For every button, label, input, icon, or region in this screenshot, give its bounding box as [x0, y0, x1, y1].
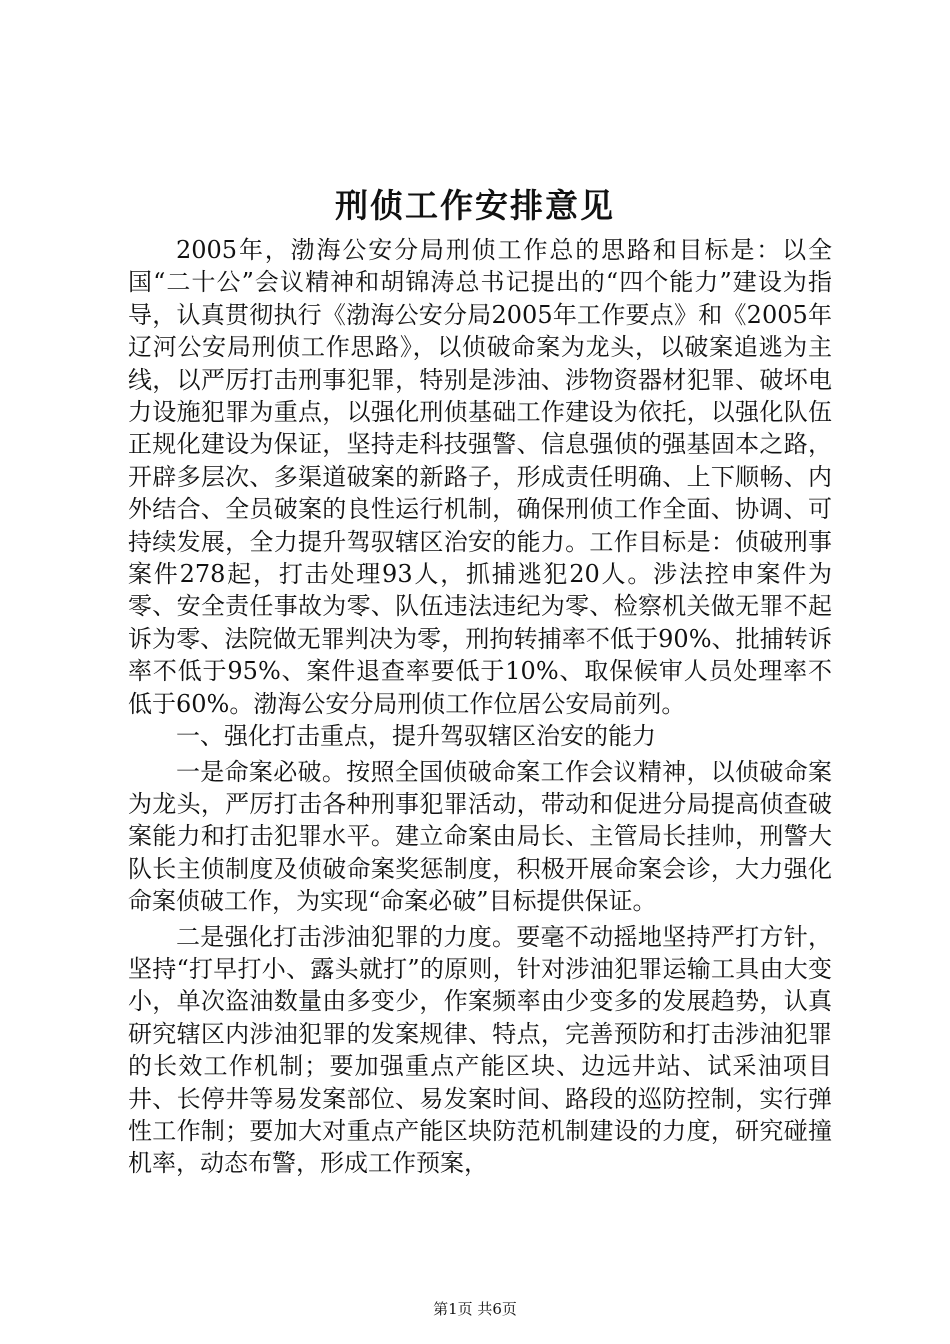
document-title: 刑侦工作安排意见 [335, 186, 615, 225]
section-heading: 一、强化打击重点，提升驾驭辖区治安的能力 [176, 722, 656, 751]
paragraph-oil-crime: 二是强化打击涉油犯罪的力度。要毫不动摇地坚持严打方针，坚持“打早打小、露头就打”的原则，针对涉油犯罪运输工具由大变小，单次盗油数量由多变少，作案频率由少变多的发展趋势，认真研究辖区内涉油犯罪的发案规律、特点，完善预防和打击涉油犯罪的长效工作机制；要加强重点产能区块、边远井站、试采油项目井、长停井等易发案部位、易发案时间、路段的巡防控制，实行弹性工作制；要加大对重点产能区块防范机制建设的力度，研究碰撞机率，动态布警，形成工作预案， [128, 922, 832, 1178]
document-body [128, 234, 832, 1180]
paragraph-homicide: 一是命案必破。按照全国侦破命案工作会议精神，以侦破命案为龙头，严厉打击各种刑事犯罪活动，带动和促进分局提高侦查破案能力和打击犯罪水平。建立命案由局长、主管局长挂帅，刑警大队长主侦制度及侦破命案奖惩制度，积极开展命案会诊，大力强化命案侦破工作，为实现“命案必破”目标提供保证。 [128, 757, 832, 916]
paragraph-intro: 2005年，渤海公安分局刑侦工作总的思路和目标是：以全国“二十公”会议精神和胡锦涛总书记提出的“四个能力”建设为指导，认真贯彻执行《渤海公安分局2005年工作要点》和《2005年辽河公安局刑侦工作思路》，以侦破命案为龙头，以破案追逃为主线，以严厉打击刑事犯罪，特别是涉油、涉物资器材犯罪、破坏电力设施犯罪为重点，以强化刑侦基础工作建设为依托，以强化队伍正规化建设为保证，坚持走科技强警、信息强侦的强基固本之路，开辟多层次、多渠道破案的新路子，形成责任明确、上下顺畅、内外结合、全员破案的良性运行机制，确保刑侦工作全面、协调、可持续发展，全力提升驾驭辖区治安的能力。工作目标是：侦破刑事案件278起，打击处理93人，抓捕逃犯20人。涉法控申案件为零、安全责任事故为零、队伍违法违纪为零、检察机关做无罪不起诉为零、法院做无罪判决为零，刑拘转捕率不低于90%、批捕转诉率不低于95%、案件退查率要低于10%、取保候审人员处理率不低于60%。渤海公安分局刑侦工作位居公安局前列。 [128, 236, 832, 718]
page-footer: 第1页 共6页 [433, 1300, 517, 1318]
